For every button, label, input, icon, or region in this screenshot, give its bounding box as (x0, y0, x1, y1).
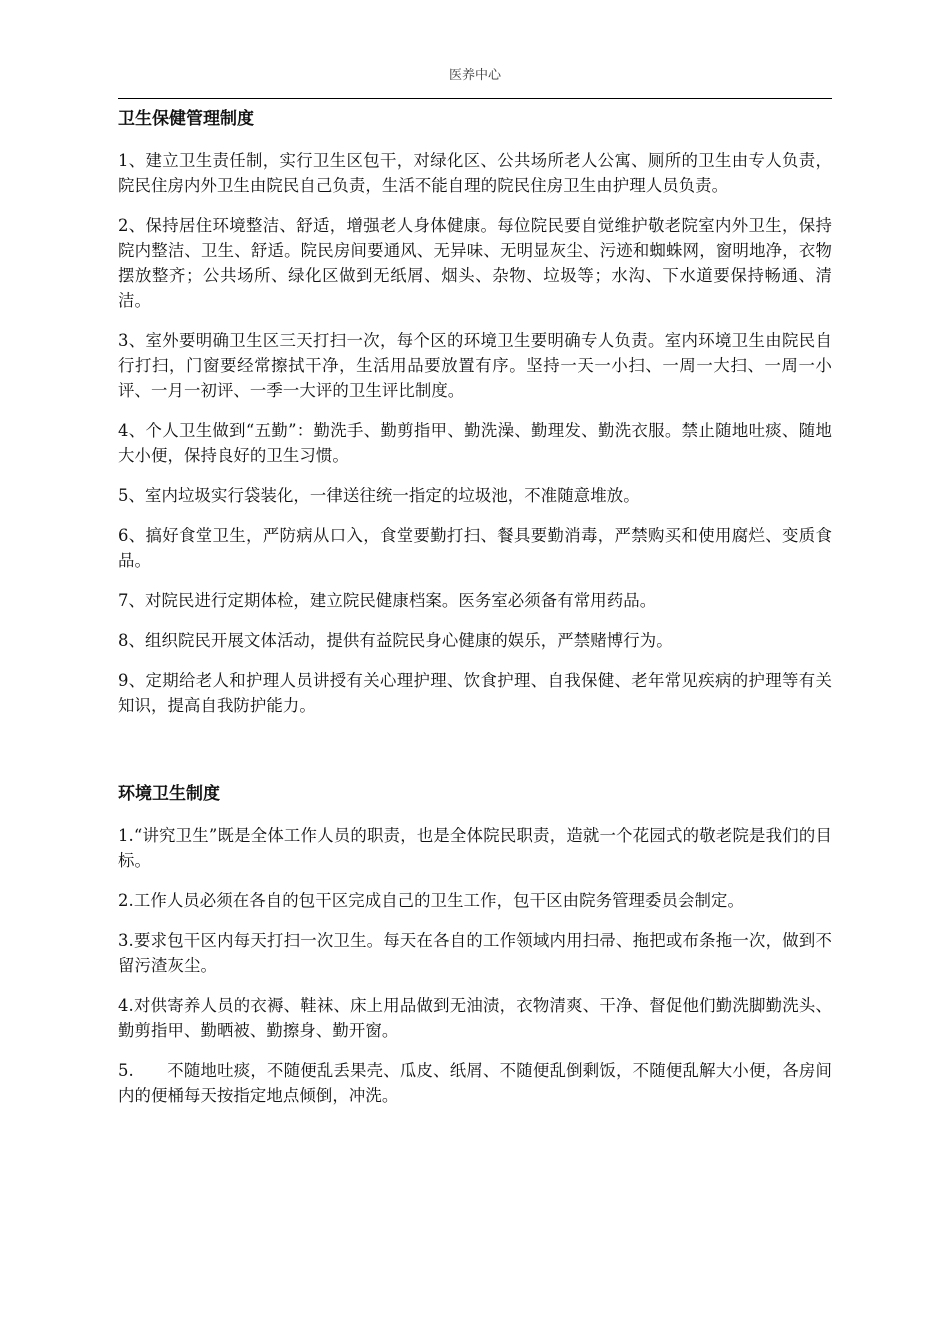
paragraph: 1、建立卫生责任制，实行卫生区包干，对绿化区、公共场所老人公寓、厕所的卫生由专人负责，院民住房内外卫生由院民自己负责，生活不能自理的院民住房卫生由护理人员负责。 (118, 151, 832, 195)
paragraph: 5、室内垃圾实行袋装化，一律送往统一指定的垃圾池，不准随意堆放。 (118, 486, 640, 505)
section-title: 卫生保健管理制度 (118, 109, 254, 129)
paragraph: 2.工作人员必须在各自的包干区完成自己的卫生工作，包干区由院务管理委员会制定。 (118, 891, 744, 910)
section-hygiene-health (118, 106, 832, 718)
paragraph: 7、对院民进行定期体检，建立院民健康档案。医务室必须备有常用药品。 (118, 591, 657, 610)
paragraph: 1.“讲究卫生”既是全体工作人员的职责，也是全体院民职责，造就一个花园式的敬老院是我们的目标。 (118, 826, 832, 870)
header-divider (118, 98, 832, 99)
paragraph: 4、个人卫生做到“五勤”：勤洗手、勤剪指甲、勤洗澡、勤理发、勤洗衣服。禁止随地吐痰、随地大小便，保持良好的卫生习惯。 (118, 421, 832, 465)
section-title: 环境卫生制度 (118, 784, 220, 804)
document-body (118, 102, 832, 1123)
page-header: 医养中心 (448, 68, 501, 83)
section-environment-hygiene (118, 781, 832, 1108)
paragraph: 9、定期给老人和护理人员讲授有关心理护理、饮食护理、自我保健、老年常见疾病的护理等有关知识，提高自我防护能力。 (118, 671, 832, 715)
section-spacer (118, 733, 832, 777)
paragraph: 2、保持居住环境整洁、舒适，增强老人身体健康。每位院民要自觉维护敬老院室内外卫生，保持院内整洁、卫生、舒适。院民房间要通风、无异味、无明显灰尘、污迹和蜘蛛网，窗明地净，衣物摆放整齐；公共场所、绿化区做到无纸屑、烟头、杂物、垃圾等；水沟、下水道要保持畅通、清洁。 (118, 216, 832, 310)
paragraph: 3.要求包干区内每天打扫一次卫生。每天在各自的工作领域内用扫帚、拖把或布条拖一次，做到不留污渣灰尘。 (118, 931, 832, 975)
paragraph: 6、搞好食堂卫生，严防病从口入，食堂要勤打扫、餐具要勤消毒，严禁购买和使用腐烂、变质食品。 (118, 526, 832, 570)
paragraph: 3、室外要明确卫生区三天打扫一次，每个区的环境卫生要明确专人负责。室内环境卫生由院民自行打扫，门窗要经常擦拭干净，生活用品要放置有序。坚持一天一小扫、一周一大扫、一周一小评、一月一初评、一季一大评的卫生评比制度。 (118, 331, 832, 400)
paragraph: 8、组织院民开展文体活动，提供有益院民身心健康的娱乐，严禁赌博行为。 (118, 631, 673, 650)
paragraph: 5. 不随地吐痰，不随便乱丢果壳、瓜皮、纸屑、不随便乱倒剩饭，不随便乱解大小便，各房间内的便桶每天按指定地点倾倒，冲洗。 (118, 1061, 832, 1105)
paragraph: 4.对供寄养人员的衣褥、鞋袜、床上用品做到无油渍，衣物清爽、干净、督促他们勤洗脚勤洗头、勤剪指甲、勤晒被、勤擦身、勤开窗。 (118, 996, 832, 1040)
